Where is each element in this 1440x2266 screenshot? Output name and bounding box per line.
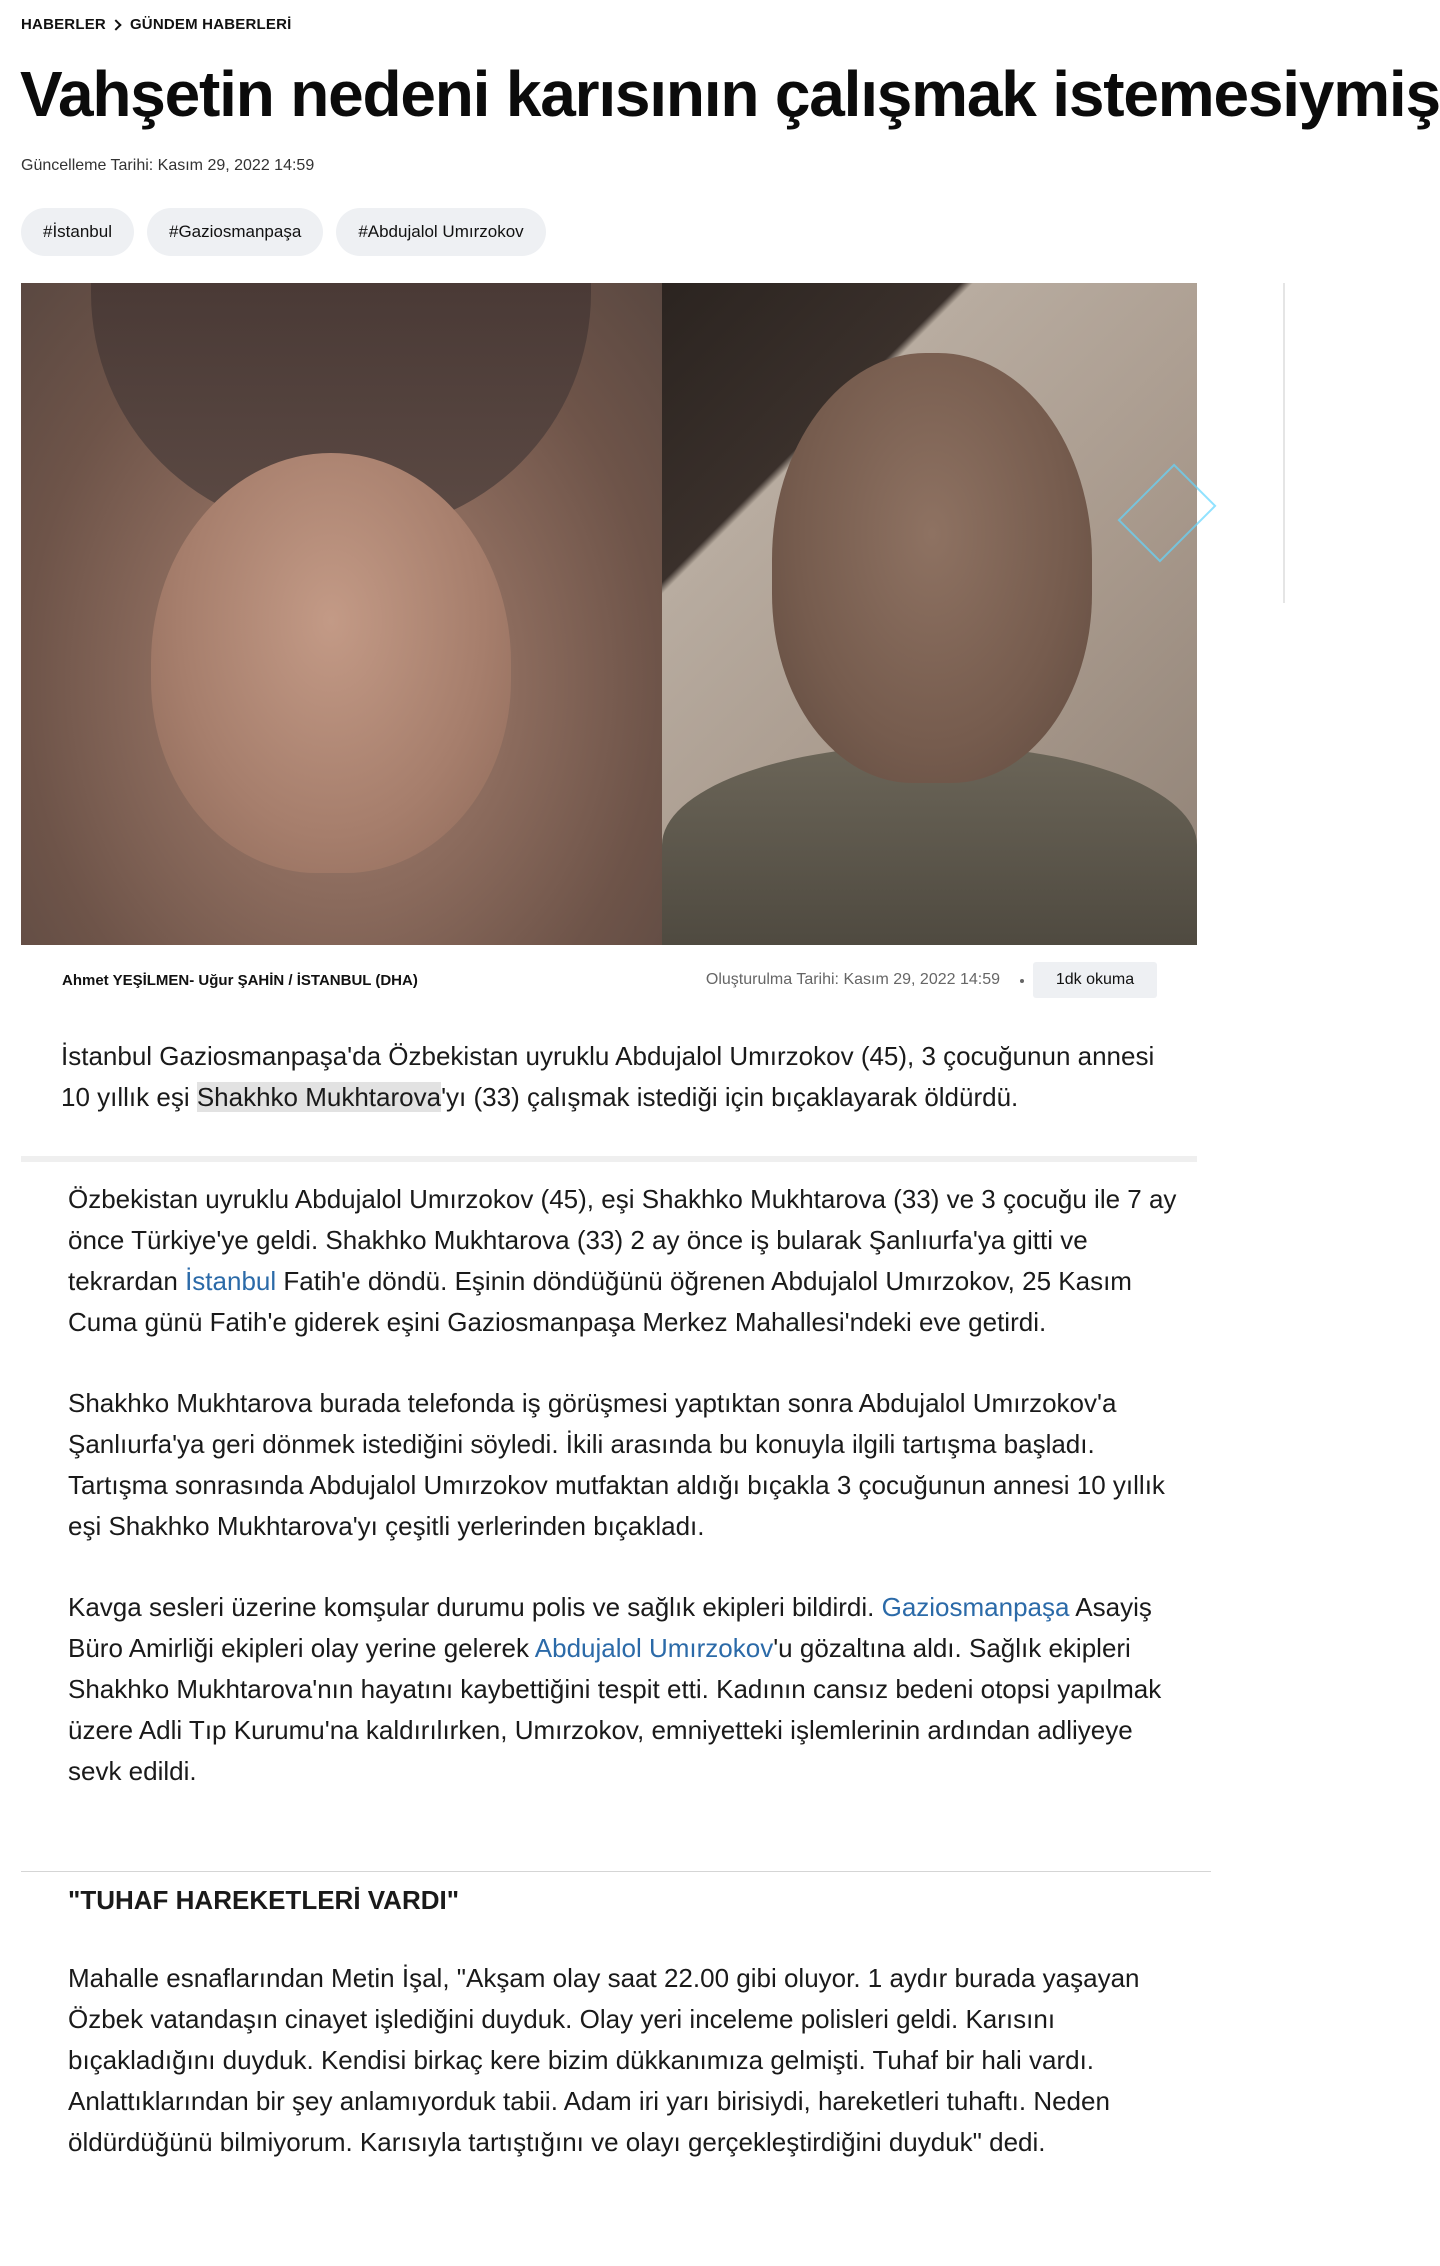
article-title: Vahşetin nedeni karısının çalışmak istemesiymiş	[20, 58, 1440, 130]
tag-abdujalol-umirzokov[interactable]: #Abdujalol Umırzokov	[336, 208, 545, 256]
section-subheading: "TUHAF HAREKETLERİ VARDI"	[68, 1885, 460, 1915]
paragraph-text: Kavga sesleri üzerine komşular durumu polis ve sağlık ekipleri bildirdi.	[68, 1592, 882, 1622]
paragraph-2: Shakhko Mukhtarova burada telefonda iş görüşmesi yaptıktan sonra Abdujalol Umırzokov'a Şanlıurfa'ya geri dönmek istediğini söyledi. İkili arasında bu konuyla ilgili tartışma başladı. Tartışma sonrasında Abdujalol Umırzokov mutfaktan aldığı bıçakla 3 çocuğunun annesi 10 yıllık eşi Shakhko Mukhtarova'yı çeşitli yerlerinden bıçakladı.	[68, 1388, 1165, 1541]
suspect-photo	[662, 283, 1197, 945]
scrollbar[interactable]	[1283, 283, 1285, 603]
paragraph-text: Asayiş Büro Amirliği ekipleri olay yerine gelerek	[68, 1592, 1152, 1663]
photo-face-shape	[151, 453, 511, 873]
hologram-mark	[1118, 464, 1217, 563]
quote-paragraph: Mahalle esnaflarından Metin İşal, "Akşam olay saat 22.00 gibi oluyor. 1 aydır burada yaşayan Özbek vatandaşın cinayet işlediğini duyduk. Olay yeri inceleme polisleri geldi. Karısını bıçakladığını duyduk. Kendisi birkaç kere bizim dükkanımıza gelmişti. Tuhaf bir hali vardı. Anlattıklarından bir şey anlamıyorduk tabii. Adam iri yarı birisiydi, hareketleri tuhaftı. Neden öldürdüğünü bilmiyorum. Karısıyla tartıştığını ve olayı gerçekleştirdiğini duyduk" dedi.	[68, 1963, 1140, 2157]
paragraph-text: Fatih'e döndü. Eşinin döndüğünü öğrenen Abdujalol Umırzokov, 25 Kasım Cuma günü Fatih'e giderek eşini Gaziosmanpaşa Merkez Mahallesi'ndeki eve getirdi.	[68, 1266, 1132, 1337]
article-meta	[21, 957, 1197, 1005]
update-date: Güncelleme Tarihi: Kasım 29, 2022 14:59	[21, 157, 315, 174]
separator-dot	[1020, 979, 1024, 983]
link-gaziosmanpasa[interactable]: Gaziosmanpaşa	[881, 1592, 1070, 1622]
tag-list	[21, 208, 546, 256]
link-istanbul[interactable]: İstanbul	[185, 1266, 277, 1296]
breadcrumb	[21, 16, 291, 33]
breadcrumb-home-link[interactable]: HABERLER	[21, 16, 106, 33]
lead-text-start: İstanbul Gaziosmanpaşa'da Özbekistan uyruklu Abdujalol Umırzokov (45), 3 çocuğunun annesi 10 yıllık eşi	[61, 1041, 1155, 1112]
paragraph-text: 'u gözaltına aldı. Sağlık ekipleri Shakhko Mukhtarova'nın hayatını kaybettiğini tespit etti. Kadının cansız bedeni otopsi yapılmak üzere Adli Tıp Kurumu'na kaldırılırken, Umırzokov, emniyetteki işlemlerinin ardından adliyeye sevk edildi.	[68, 1633, 1162, 1786]
lead-highlight: Shakhko Mukhtarova	[196, 1082, 442, 1112]
lead-text-end: 'yı (33) çalışmak istediği için bıçaklayarak öldürdü.	[441, 1082, 1019, 1112]
paragraph-text: Özbekistan uyruklu Abdujalol Umırzokov (45), eşi Shakhko Mukhtarova (33) ve 3 çocuğu ile 7 ay önce Türkiye'ye geldi. Shakhko Mukhtarova (33) 2 ay önce iş bularak Şanlıurfa'ya gitti ve tekrardan	[68, 1184, 1177, 1296]
created-date: Oluşturulma Tarihi: Kasım 29, 2022 14:59	[705, 971, 1000, 988]
tag-istanbul[interactable]: #İstanbul	[21, 208, 134, 256]
photo-face-shape	[772, 353, 1092, 783]
chevron-right-icon	[110, 19, 121, 30]
article-body	[68, 1179, 1188, 1832]
paragraph-1	[68, 1179, 1188, 1343]
hero-image	[21, 283, 1197, 945]
author-byline: Ahmet YEŞİLMEN- Uğur ŞAHİN / İSTANBUL (DHA)	[62, 972, 418, 989]
section-divider	[21, 1871, 1211, 1872]
article-lead	[61, 1036, 1181, 1118]
lead-divider	[21, 1156, 1197, 1162]
read-time-badge: 1dk okuma	[1033, 962, 1157, 998]
tag-gaziosmanpasa[interactable]: #Gaziosmanpaşa	[147, 208, 323, 256]
paragraph-3	[68, 1587, 1188, 1792]
breadcrumb-section-link[interactable]: GÜNDEM HABERLERİ	[129, 16, 292, 33]
victim-photo	[21, 283, 662, 945]
link-abdujalol-umirzokov[interactable]: Abdujalol Umırzokov	[534, 1633, 774, 1663]
